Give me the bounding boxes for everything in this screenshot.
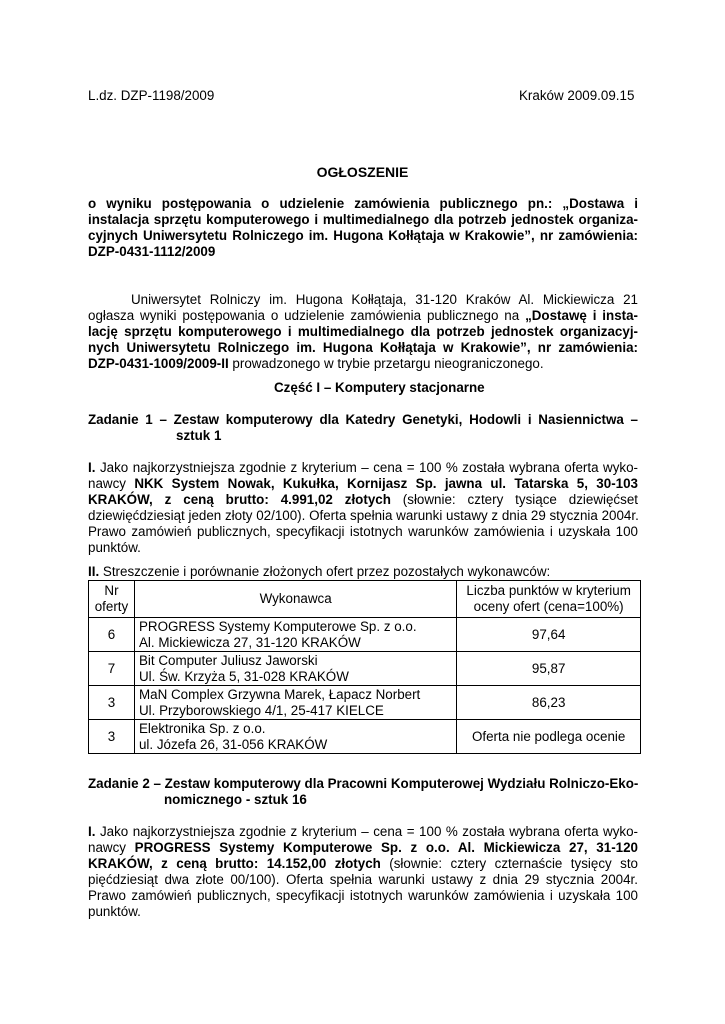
offers-table: [88, 580, 641, 754]
task-1-heading: Zadanie 1 – Zestaw komputerowy dla Katedry Genetyki, Hodowli i Nasiennictwa –: [88, 412, 638, 427]
document-title: OGŁOSZENIE: [316, 164, 409, 180]
offer-number: 3: [89, 720, 135, 754]
column-header-score: Liczba punktów w kryterium oceny ofert (cena=100%): [457, 581, 641, 618]
subject-line: instalacja sprzętu komputerowego i multimedialnego dla potrzeb jednostek organiza-: [88, 212, 638, 227]
task-2-paragraph-line: punktów.: [88, 904, 141, 919]
task-1-heading-cont: sztuk 1: [176, 428, 222, 443]
task-1-paragraph-line: nawcy NKK System Nowak, Kukułka, Kornijasz Sp. jawna ul. Tatarska 5, 30-103: [88, 476, 638, 491]
offer-number: 3: [89, 686, 135, 720]
intro-line: Uniwersytet Rolniczy im. Hugona Kołłątaja, 31-120 Kraków Al. Mickiewicza 21: [131, 292, 638, 307]
table-header-row: [89, 581, 641, 618]
score: 97,64: [457, 618, 641, 652]
contractor: Elektronika Sp. z o.o. ul. Józefa 26, 31-056 KRAKÓW: [134, 720, 456, 754]
task-2-heading-cont: nomicznego - sztuk 16: [164, 792, 307, 807]
score: 86,23: [457, 686, 641, 720]
part-heading: Część I – Komputery stacjonarne: [274, 380, 485, 395]
task-1-comparison-intro: II. Streszczenie i porównanie złożonych ofert przez pozostałych wykonawców:: [88, 564, 551, 579]
subject-line: DZP-0431-1112/2009: [88, 244, 216, 259]
intro-line: nych Uniwersytetu Rolniczego im. Hugona Kołłątaja w Krakowie”, nr zamówienia:: [88, 340, 638, 355]
subject-line: cyjnych Uniwersytetu Rolniczego im. Hugona Kołłątaja w Krakowie”, nr zamówienia:: [88, 228, 638, 243]
column-header-nr: Nr oferty: [89, 581, 135, 618]
task-1-paragraph-line: I. Jako najkorzystniejsza zgodnie z kryterium – cena = 100 % została wybrana oferta wyko-: [88, 460, 638, 475]
place-date: Kraków 2009.09.15: [519, 88, 635, 103]
task-1-paragraph-line: dziewięćdziesiąt jeden złoty 02/100). Oferta spełnia warunki ustawy z dnia 29 stycznia 2004r.: [88, 508, 639, 523]
offer-number: 6: [89, 618, 135, 652]
contractor: Bit Computer Juliusz Jaworski Ul. Św. Krzyża 5, 31-028 KRAKÓW: [134, 652, 456, 686]
task-1-paragraph-line: KRAKÓW, z ceną brutto: 4.991,02 złotych (słownie: cztery tysiące dziewięćset: [88, 492, 638, 507]
task-2-heading: Zadanie 2 – Zestaw komputerowy dla Pracowni Komputerowej Wydziału Rolniczo-Eko-: [88, 776, 639, 791]
score: Oferta nie podlega ocenie: [457, 720, 641, 754]
contractor: MaN Complex Grzywna Marek, Łapacz Norbert Ul. Przyborowskiego 4/1, 25-417 KIELCE: [134, 686, 456, 720]
score: 95,87: [457, 652, 641, 686]
offer-number: 7: [89, 652, 135, 686]
table-row: [89, 686, 641, 720]
intro-line: lację sprzętu komputerowego i multimedialnego dla potrzeb jednostek organizacyj-: [88, 324, 638, 339]
task-2-paragraph-line: I. Jako najkorzystniejsza zgodnie z kryterium – cena = 100 % została wybrana oferta wyko-: [88, 824, 638, 839]
task-2-paragraph-line: KRAKÓW, z ceną brutto: 14.152,00 złotych (słownie: cztery czternaście tysięcy sto: [88, 856, 638, 871]
task-2-paragraph-line: pięćdziesiąt dwa złote 00/100). Oferta spełnia warunki ustawy z dnia 29 stycznia 2004r.: [88, 872, 638, 887]
table-row: [89, 618, 641, 652]
task-2-paragraph-line: Prawo zamówień publicznych, specyfikacji istotnych warunków zamówienia i uzyskała 100: [88, 888, 638, 903]
table-row: [89, 652, 641, 686]
task-1-paragraph-line: punktów.: [88, 540, 141, 555]
column-header-contractor: Wykonawca: [134, 581, 456, 618]
table-row: [89, 720, 641, 754]
intro-line: ogłasza wyniki postępowania o udzielenie zamówienia publicznego na „Dostawę i insta-: [88, 308, 639, 323]
task-1-paragraph-line: Prawo zamówień publicznych, specyfikacji istotnych warunków zamówienia i uzyskała 100: [88, 524, 638, 539]
contractor: PROGRESS Systemy Komputerowe Sp. z o.o. Al. Mickiewicza 27, 31-120 KRAKÓW: [134, 618, 456, 652]
task-2-paragraph-line: nawcy PROGRESS Systemy Komputerowe Sp. z o.o. Al. Mickiewicza 27, 31-120: [88, 840, 639, 855]
reference-number: L.dz. DZP-1198/2009: [88, 88, 215, 103]
intro-line: DZP-0431-1009/2009-II prowadzonego w trybie przetargu nieograniczonego.: [88, 356, 544, 371]
subject-line: o wyniku postępowania o udzielenie zamówienia publicznego pn.: „Dostawa i: [88, 196, 638, 211]
